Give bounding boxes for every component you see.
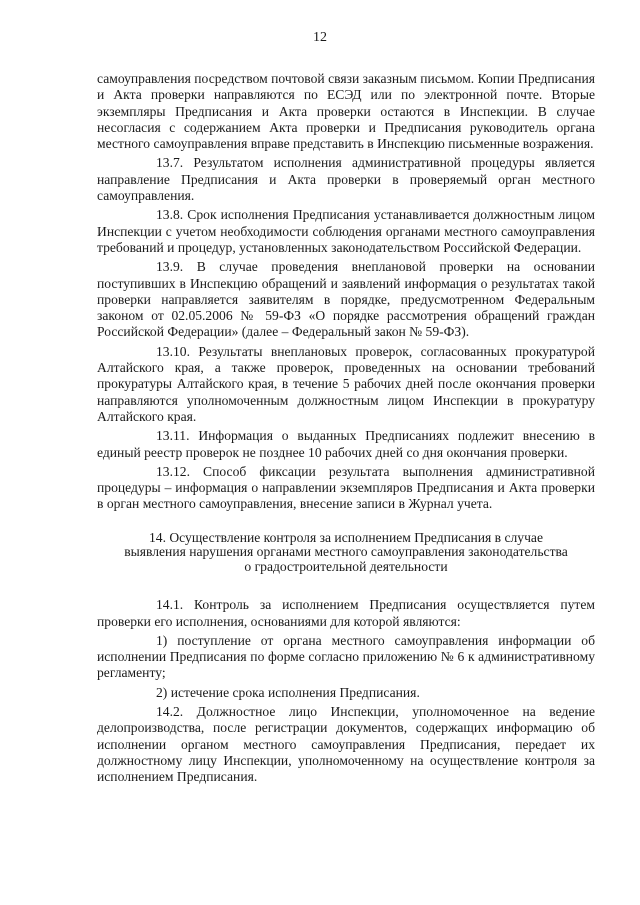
page-number: 12 [313, 30, 327, 45]
paragraph: 14.1. Контроль за исполнением Предписания осуществляется путем проверки его исполнения, основаниями для которой являются: [97, 597, 595, 629]
paragraph: 13.8. Срок исполнения Предписания устанавливается должностным лицом Инспекции с учетом необходимости соблюдения органами местного самоуправления требований и процедур, установленных законодательством Российской Федерации. [97, 207, 595, 255]
section-heading-line-1: 14. Осуществление контроля за исполнением Предписания в случае [148, 529, 544, 545]
document-body [97, 71, 595, 788]
paragraph: 13.10. Результаты внеплановых проверок, согласованных прокуратурой Алтайского края, а также проверок, проведенных на основании требований прокуратуры Алтайского края, в течение 5 рабочих дней после окончания проверки направляются уполномоченным должностным лицом Инспекции в прокуратуру Алтайского края. [97, 343, 595, 424]
paragraph: 13.12. Способ фиксации результата выполнения административной процедуры – информация о направлении экземпляров Предписания и Акта проверки в орган местного самоуправления, внесение записи в Журнал учета. [97, 463, 595, 512]
section-heading-line-2: выявления нарушения органами местного самоуправления законодательства [124, 544, 568, 560]
paragraph: 13.9. В случае проведения внеплановой проверки на основании поступивших в Инспекцию обращений и заявлений информация о результатах такой проверки направляется заявителям в порядке, предусмотренном Федеральным законом от 02.05.2006 № 59-ФЗ «О порядке рассмотрения обращений граждан Российской Федерации» (далее – Федеральный закон № 59-ФЗ). [97, 259, 595, 340]
paragraph: 13.7. Результатом исполнения административной процедуры является направление Предписания и Акта проверки в проверяемый орган местного самоуправления. [97, 155, 595, 204]
section-heading-line-3: о градостроительной деятельности [244, 558, 448, 574]
paragraph: 14.2. Должностное лицо Инспекции, уполномоченное на ведение делопроизводства, после регистрации документов, содержащих информацию об исполнении органом местного самоуправления Предписания, передает их должностному лицу Инспекции, уполномоченному на осуществление контроля за исполнением Предписания. [97, 704, 595, 785]
paragraph: 1) поступление от органа местного самоуправления информации об исполнении Предписания по форме согласно приложению № 6 к административному регламенту; [97, 632, 595, 681]
section-heading [97, 531, 595, 575]
paragraphs-before-section [97, 71, 595, 513]
paragraph: 13.11. Информация о выданных Предписаниях подлежит внесению в единый реестр проверок не позднее 10 рабочих дней со дня окончания проверки. [97, 428, 595, 460]
paragraphs-after-section [97, 597, 595, 785]
paragraph: 2) истечение срока исполнения Предписания. [156, 684, 420, 700]
paragraph: самоуправления посредством почтовой связи заказным письмом. Копии Предписания и Акта проверки направляются по ЕСЭД или по электронной почте. Вторые экземпляры Предписания и Акта проверки остаются в Инспекции. В случае несогласия с содержанием Акта проверки и Предписания руководитель органа местного самоуправления вправе представить в Инспекцию письменные возражения. [97, 71, 595, 152]
